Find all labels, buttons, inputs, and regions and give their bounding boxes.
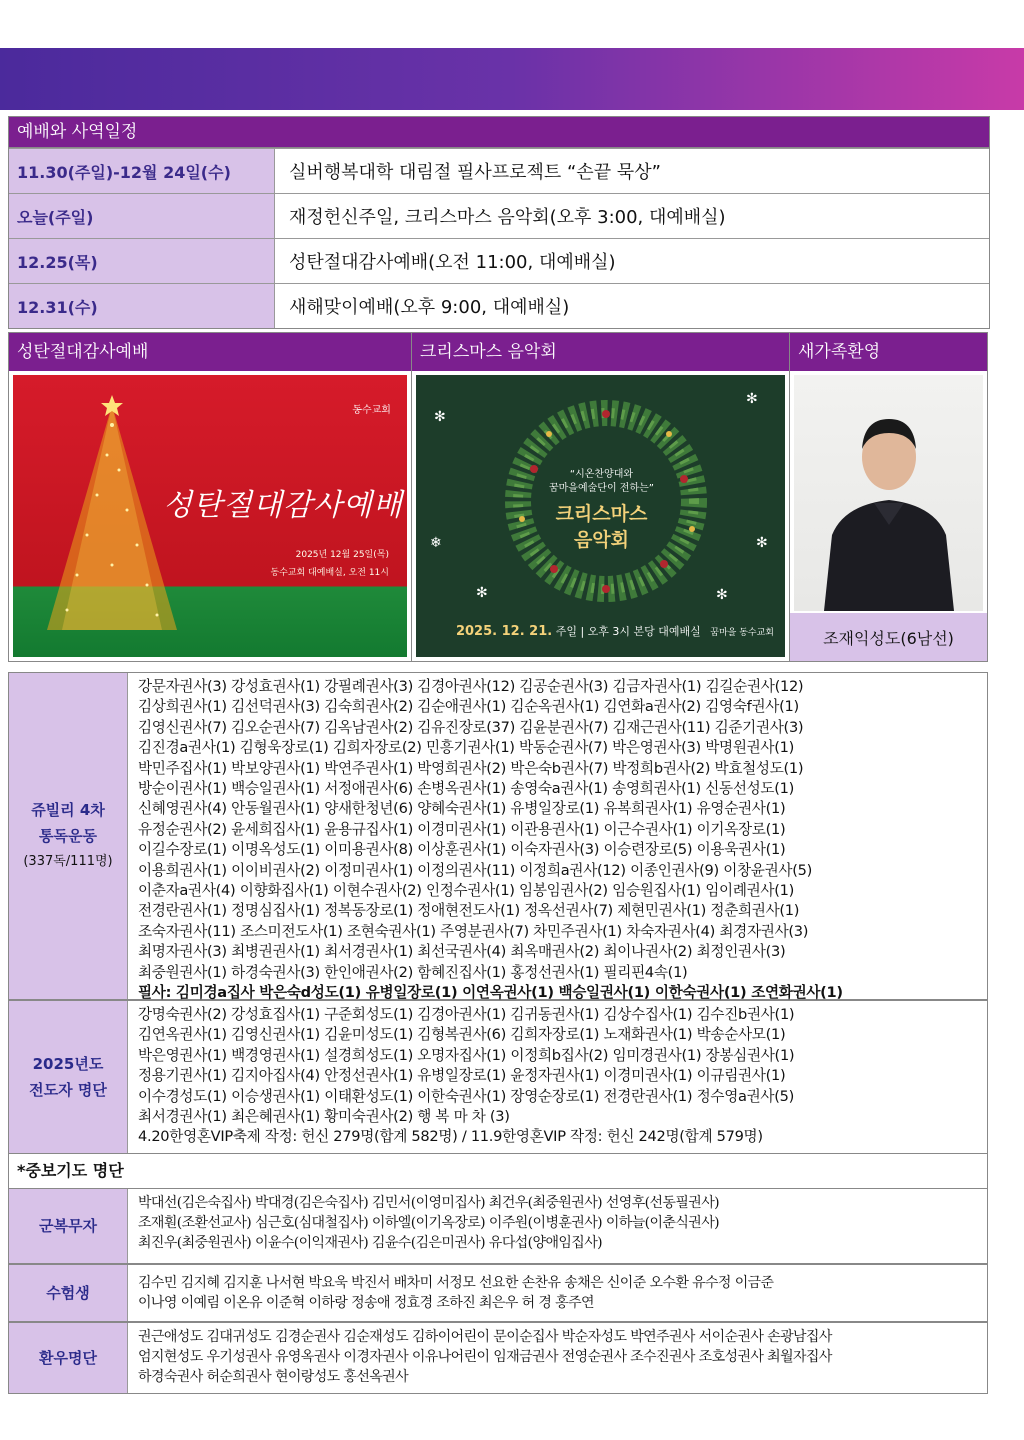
list-line: 이용희권사(1) 이이비권사(2) 이정미권사(1) 이정의권사(11) 이정희a권사(12) 이종인권사(9) 이창윤권사(5): [138, 861, 812, 879]
military-section: [8, 1188, 988, 1264]
concert-date: 2025. 12. 21.: [455, 624, 553, 639]
panel-header: 크리스마스 음악회: [412, 333, 789, 371]
schedule-date: 11.30(주일)-12월 24일(수): [9, 149, 275, 193]
new-family-panel: [790, 333, 987, 661]
schedule-header: 예배와 사역일정: [9, 117, 989, 148]
list-line: 이춘자a권사(4) 이향화집사(1) 이현수권사(2) 인정수권사(1) 임봉임권사(2) 임승원집사(1) 임이례권사(1): [138, 882, 794, 900]
top-banner: [0, 48, 1024, 110]
label-count: (337독/111명): [23, 854, 113, 869]
panel-header: 새가족환영: [790, 333, 987, 371]
concert-time-place: 주일 | 오후 3시 본당 대예배실: [552, 625, 701, 638]
poster-date: 2025년 12월 25일(목): [295, 550, 389, 560]
list-line: 김연옥권사(1) 김영신권사(1) 김윤미성도(1) 김형복권사(6) 김희자장로(1) 노재화권사(1) 박송순사모(1): [138, 1026, 786, 1044]
list-line: 최서경권사(1) 최은혜권사(1) 황미숙권사(2) 행 복 마 차 (3): [138, 1108, 510, 1126]
church-logo: 동수교회: [352, 405, 391, 416]
evangelists-section: [8, 1000, 988, 1154]
list-line: 최중원권사(1) 하경숙권사(3) 한인애권사(2) 함혜진집사(1) 홍정선권사(1) 필리핀4속(1): [138, 963, 688, 981]
schedule-row: [9, 283, 989, 328]
new-family-photo: [794, 375, 983, 611]
snowflake-icon: ✻: [433, 409, 446, 425]
list-line: 필사: 김미경a집사 박은숙d성도(1) 유병일장로(1) 이연옥권사(1) 백승일권사(1) 이한숙권사(1) 조연화권사(1): [138, 984, 843, 1002]
panel-header: 성탄절대감사예배: [9, 333, 411, 371]
concert-footer: [456, 623, 774, 639]
concert-title-2: 음악회: [573, 529, 629, 551]
schedule-date: 12.31(수): [9, 284, 275, 328]
schedule-table: [8, 116, 990, 329]
list-line: 김영신권사(7) 김오순권사(7) 김옥남권사(2) 김유진장로(37) 김윤분권사(7) 김재근권사(11) 김준기권사(3): [138, 718, 804, 736]
concert-panel: [412, 333, 790, 661]
concert-subtitle-1: “시온찬양대와: [569, 469, 634, 480]
section-label: 수험생: [9, 1265, 128, 1321]
schedule-text: 실버행복대학 대림절 필사프로젝트 “손끝 묵상”: [289, 162, 661, 183]
students-list: [128, 1265, 987, 1321]
schedule-row: [9, 148, 989, 193]
snowflake-icon: ✻: [755, 535, 768, 551]
section-label: [9, 1001, 128, 1153]
label-line: 쥬빌리 4차: [31, 801, 105, 819]
section-label: [9, 673, 128, 999]
new-family-name: 조재익성도(6남선): [790, 613, 987, 661]
snowflake-icon: ✻: [475, 585, 488, 601]
list-line: 이나영 이예림 이온유 이준혁 이하랑 정송애 정효경 조하진 최은우 허 경 홍주연: [138, 1295, 594, 1311]
list-line: 신혜영권사(4) 안동월권사(1) 양새한청년(6) 양혜숙권사(1) 유병일장로(1) 유복희권사(1) 유영순권사(1): [138, 800, 786, 818]
list-line: 조숙자권사(11) 조스미전도사(1) 조현숙권사(1) 주영분권사(7) 차민주권사(1) 차숙자권사(4) 최경자권사(3): [138, 922, 809, 940]
schedule-date: 12.25(목): [9, 239, 275, 283]
list-line: 김진경a권사(1) 김형욱장로(1) 김희자장로(2) 민흥기권사(1) 박동순권사(7) 박은영권사(3) 박명원권사(1): [138, 739, 794, 757]
snowflake-icon: ❄: [429, 535, 442, 551]
schedule-text: 재정헌신주일, 크리스마스 음악회(오후 3:00, 대예배실): [289, 207, 726, 228]
list-line: 엄지현성도 우기성권사 유영옥권사 이경자권사 이유나어린이 임재금권사 전영순권사 조수진권사 조호성권사 최월자집사: [138, 1349, 832, 1365]
section-label: 환우명단: [9, 1323, 128, 1393]
schedule-row: [9, 238, 989, 283]
snowflake-icon: ✻: [715, 587, 728, 603]
list-line: 권근애성도 김대귀성도 김경순권사 김순재성도 김하이어린이 문이순집사 박순자성도 박연주권사 서이순권사 손광남집사: [138, 1329, 832, 1345]
section-label: 군복무자: [9, 1189, 128, 1263]
list-line: 조재훤(조환선교사) 심근호(심대철집사) 이하엘(이기옥장로) 이주원(이병훈권사) 이하늘(이춘식권사): [138, 1215, 719, 1231]
concert-subtitle-2: 꿈마을예술단이 전하는”: [548, 483, 654, 494]
list-line: 최진우(최중원권사) 이윤수(이익재권사) 김윤수(김은미권사) 유다섭(양애임집사): [138, 1235, 603, 1251]
list-line: 정용기권사(1) 김지아집사(4) 안정선권사(1) 유병일장로(1) 윤정자권사(1) 이경미권사(1) 이규림권사(1): [138, 1067, 786, 1085]
concert-title-1: 크리스마스: [555, 503, 648, 525]
patients-section: [8, 1322, 988, 1394]
schedule-text: 새해맞이예배(오후 9:00, 대예배실): [289, 297, 570, 318]
event-panels: [8, 332, 988, 662]
list-line: 김수민 김지혜 김지훈 나서현 박요욱 박진서 배차미 서정모 선요한 손찬유 송채은 신이준 오수환 유수정 이금준: [138, 1275, 774, 1291]
label-line: 2025년도: [32, 1055, 104, 1073]
jubilee-section: [8, 672, 988, 1000]
concert-orgs: 꿈마을 동수교회: [710, 628, 775, 638]
poster-place: 동수교회 대예배실, 오전 11시: [270, 568, 389, 578]
patients-list: [128, 1323, 987, 1393]
list-line: 방순이권사(1) 백승일권사(1) 서정애권사(6) 손병옥권사(1) 송영숙a권사(1) 송영희권사(1) 신동선성도(1): [138, 780, 794, 798]
christmas-service-panel: [9, 333, 412, 661]
poster-title: 성탄절대감사예배: [163, 488, 403, 523]
list-line: 하경숙권사 허순희권사 현이랑성도 홍선옥권사: [138, 1369, 409, 1385]
person-icon: [794, 375, 983, 611]
jubilee-list: [128, 673, 987, 1002]
list-line: 이길수장로(1) 이명옥성도(1) 이미용권사(8) 이상훈권사(1) 이숙자권사(3) 이승련장로(5) 이용욱권사(1): [138, 841, 786, 859]
schedule-date: 오늘(주일): [9, 194, 275, 238]
list-line: 전경란권사(1) 정명심집사(1) 정복동장로(1) 정애현전도사(1) 정옥선권사(7) 제현민권사(1) 정춘희권사(1): [138, 902, 800, 920]
label-line: 통독운동: [39, 827, 97, 845]
list-line: 박은영권사(1) 백경영권사(1) 설경희성도(1) 오명자집사(1) 이정희b집사(2) 임미경권사(1) 장봉심권사(1): [138, 1046, 795, 1064]
military-list: [128, 1189, 987, 1263]
list-line: 박대선(김은숙집사) 박대경(김은숙집사) 김민서(이영미집사) 최건우(최중원권사) 선영후(선동필권사): [138, 1195, 719, 1211]
students-section: [8, 1264, 988, 1322]
list-line: 유정순권사(2) 윤세희집사(1) 윤용규집사(1) 이경미권사(1) 이관용권사(1) 이근수권사(1) 이기옥장로(1): [138, 820, 786, 838]
evangelists-list: [128, 1001, 987, 1153]
list-line: 최명자권사(3) 최병권권사(1) 최서경권사(1) 최선국권사(4) 최옥매권사(2) 최이나권사(2) 최정인권사(3): [138, 943, 786, 961]
snowflake-icon: ✻: [745, 391, 758, 407]
schedule-text: 성탄절대감사예배(오전 11:00, 대예배실): [289, 252, 616, 273]
label-line: 전도자 명단: [29, 1081, 107, 1099]
list-line: 강문자권사(3) 강성효권사(1) 강필례권사(3) 김경아권사(12) 김공순권사(3) 김금자권사(1) 김길순권사(12): [138, 678, 804, 695]
list-line: 이수경성도(1) 이승생권사(1) 이태환성도(1) 이한숙권사(1) 장영순장로(1) 전경란권사(1) 정수영a권사(5): [138, 1087, 794, 1105]
schedule-row: [9, 193, 989, 238]
christmas-service-poster: [13, 375, 407, 657]
prayer-header: *중보기도 명단: [8, 1154, 988, 1188]
list-line: 4.20한영혼VIP축제 작정: 헌신 279명(합계 582명) / 11.9한영혼VIP 작정: 헌신 242명(합계 579명): [138, 1128, 763, 1146]
list-line: 강명숙권사(2) 강성효집사(1) 구준회성도(1) 김경아권사(1) 김귀동권사(1) 김상수집사(1) 김수진b권사(1): [138, 1006, 795, 1023]
list-line: 김상희권사(1) 김선덕권사(3) 김숙희권사(2) 김순애권사(1) 김순옥권사(1) 김연화a권사(2) 김영숙f권사(1): [138, 698, 799, 716]
concert-poster: [416, 375, 785, 657]
list-line: 박민주집사(1) 박보양권사(1) 박연주권사(1) 박영희권사(2) 박은숙b권사(7) 박정희b권사(2) 박효철성도(1): [138, 759, 804, 777]
